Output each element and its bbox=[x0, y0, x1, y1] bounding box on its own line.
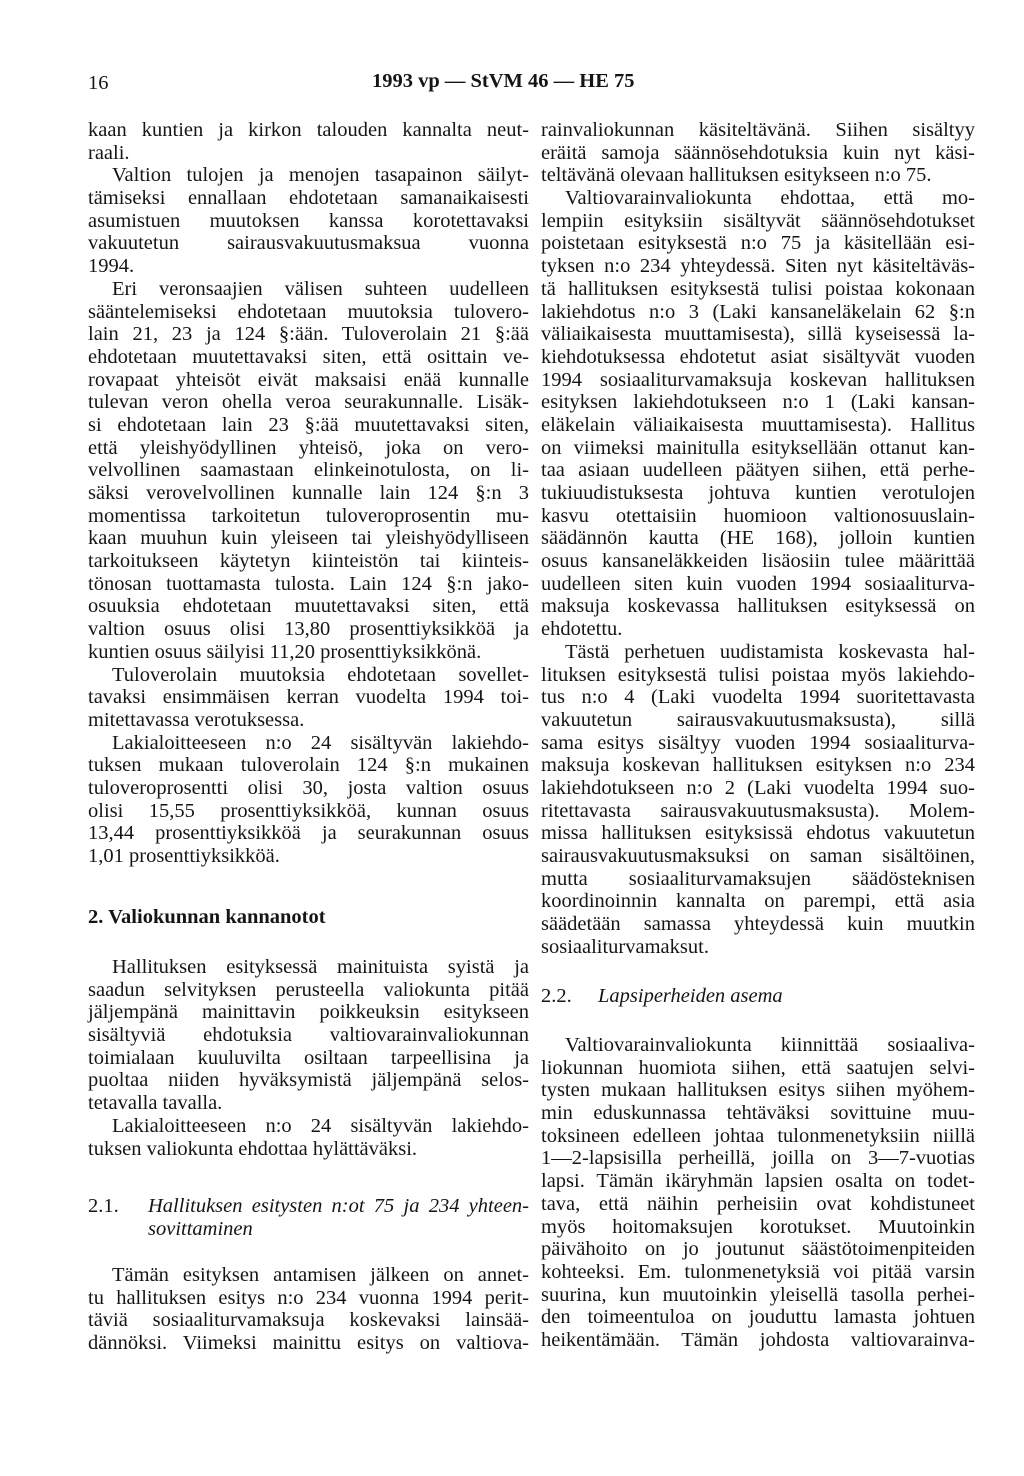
section-number: 2.1. bbox=[88, 1195, 119, 1217]
text-line: Hallituksen esitysten n:ot 75 ja 234 yhteen- bbox=[148, 1195, 529, 1217]
text-line: uudelleen siten kuin vuoden 1994 sosiaaliturva- bbox=[541, 572, 975, 595]
text-line: taa asiaan uudelleen päätyen siihen, että perhe- bbox=[541, 459, 975, 482]
text-line: kiehdotuksessa ehdotetut asiat sisältyvät vuoden bbox=[541, 345, 975, 368]
paragraph bbox=[88, 956, 529, 1115]
text-line: rovapaat yhteisöt eivät maksaisi enää kunnalle bbox=[88, 368, 529, 391]
section-heading: 2. Valiokunnan kannanotot bbox=[88, 906, 326, 928]
text-line: lapsi. Tämän ikäryhmän lapsien osalta on todet- bbox=[541, 1170, 975, 1193]
text-line: Valtiovarainvaliokunta ehdottaa, että mo- bbox=[565, 187, 975, 210]
text-line: täviä sosiaaliturvamaksuja koskevaksi lainsää- bbox=[88, 1309, 529, 1332]
text-line: tuksen valiokunta ehdottaa hylättäväksi. bbox=[88, 1137, 418, 1160]
text-line: momentissa tarkoitetun tuloveroprosentin mu- bbox=[88, 504, 529, 527]
text-line: rainvaliokunnan käsiteltävänä. Siihen sisältyy bbox=[541, 119, 975, 141]
text-line: heikentämään. Tämän johdosta valtiovarainva- bbox=[541, 1328, 975, 1351]
text-line: tus n:o 4 (Laki vuodelta 1994 suoritettavasta bbox=[541, 686, 975, 709]
text-line: kaan muuhun kuin yleiseen tai yleishyödylliseen bbox=[88, 527, 529, 550]
left-column-text bbox=[88, 119, 529, 868]
paragraph bbox=[541, 119, 975, 187]
text-line: osuus kansaneläkkeiden lisäosiin tulee määrittää bbox=[541, 550, 975, 573]
text-line: tyksen n:o 234 yhteydessä. Siten nyt käsiteltäväs- bbox=[541, 255, 975, 278]
text-line: lakiehdotukseen n:o 2 (Laki vuodelta 1994 suo- bbox=[541, 776, 975, 799]
text-line: velvollinen saamastaan elinkeinotulosta, on li- bbox=[88, 459, 529, 482]
text-line: lituksen esityksestä tulisi poistaa myös lakiehdo- bbox=[541, 663, 975, 686]
text-line: kohteeksi. Em. tulonmenetyksiä voi pitää varsin bbox=[541, 1260, 975, 1283]
text-line: sovittaminen bbox=[148, 1217, 253, 1240]
paragraph bbox=[541, 187, 975, 641]
paragraph bbox=[88, 119, 529, 164]
paragraph bbox=[88, 164, 529, 277]
text-line: puoltaa niiden hyväksymistä jäljempänä selos- bbox=[88, 1069, 529, 1092]
section-title bbox=[148, 1195, 529, 1240]
text-line: liokunnan huomiota siihen, että saatujen selvi- bbox=[541, 1056, 975, 1079]
text-line: olisi 15,55 prosenttiyksikköä, kunnan osuus bbox=[88, 799, 529, 822]
subsection-heading bbox=[88, 1195, 529, 1240]
text-line: saadun selvityksen perusteella valiokunta pitää bbox=[88, 978, 529, 1001]
text-line: esityksen lakiehdotukseen n:o 1 (Laki kansan- bbox=[541, 391, 975, 414]
text-line: suurina, kun muutoinkin yleisellä tasolla perhei- bbox=[541, 1283, 975, 1306]
text-line: jäljempänä mainittavin poikkeuksin esitykseen bbox=[88, 1001, 529, 1024]
text-line: lempiin esityksiin sisältyvät säännösehdotukset bbox=[541, 209, 975, 232]
text-line: mitettavassa verotuksessa. bbox=[88, 708, 305, 731]
text-line: sama esitys sisältyy vuoden 1994 sosiaaliturva- bbox=[541, 731, 975, 754]
text-line: maksuja koskevassa hallituksen esityksessä on bbox=[541, 595, 975, 618]
text-line: toksineen edelleen johtaa tulonmenetyksiin niillä bbox=[541, 1124, 975, 1147]
right-column-text bbox=[541, 119, 975, 958]
text-line: 1,01 prosenttiyksikköä. bbox=[88, 845, 280, 867]
text-line: sosiaaliturvamaksut. bbox=[541, 935, 709, 958]
text-line: päivähoito on jo joutunut säästötoimenpiteiden bbox=[541, 1238, 975, 1261]
text-line: säksi verovelvollinen kunnalle lain 124 §:n 3 bbox=[88, 482, 529, 504]
text-line: eläkelain väliaikaisesta muuttamisesta). Hallitus bbox=[541, 413, 975, 436]
text-line: tukiuudistuksesta johtuva kuntien verotulojen bbox=[541, 482, 975, 504]
subsection-heading bbox=[541, 985, 975, 1008]
text-line: säädetään samassa yhteydessä kuin muutkin bbox=[541, 913, 975, 936]
text-line: koordinoinnin kannalta on parempi, että asia bbox=[541, 890, 975, 913]
text-line: tä hallituksen esityksestä tulisi poistaa kokonaan bbox=[541, 277, 975, 300]
text-line: osuuksia ehdotetaan muutettavaksi siten, että bbox=[88, 595, 529, 618]
text-line: kuntien osuus säilyisi 11,20 prosenttiyksikkönä. bbox=[88, 640, 482, 663]
text-line: ehdotettu. bbox=[541, 618, 623, 641]
text-line: Valtiovarainvaliokunta kiinnittää sosiaaliva- bbox=[565, 1034, 975, 1056]
text-line: missa hallituksen esityksissä ehdotus vakuutetun bbox=[541, 822, 975, 845]
text-line: Lakialoitteeseen n:o 24 sisältyvän lakiehdo- bbox=[112, 1114, 529, 1137]
text-line: sisältyviä ehdotuksia valtiovarainvaliokunnan bbox=[88, 1024, 529, 1047]
paragraph bbox=[88, 1264, 529, 1355]
paragraph bbox=[88, 1115, 529, 1160]
text-line: myös hoitomaksujen korotukset. Muutoinkin bbox=[541, 1215, 975, 1238]
text-line: lakiehdotus n:o 3 (Laki kansaneläkelain 62 §:n bbox=[541, 300, 975, 323]
text-line: säädännön kautta (HE 168), jolloin kuntien bbox=[541, 527, 975, 550]
text-line: tu hallituksen esitys n:o 234 vuonna 1994 perit- bbox=[88, 1286, 529, 1309]
text-line: Eri veronsaajien välisen suhteen uudelleen bbox=[112, 277, 529, 300]
text-line: Hallituksen esityksessä mainituista syistä ja bbox=[112, 956, 529, 978]
text-line: den toimeentuloa on jouduttu lamasta johtuen bbox=[541, 1306, 975, 1329]
text-line: Lakialoitteeseen n:o 24 sisältyvän lakiehdo- bbox=[112, 731, 529, 754]
text-line: eräitä samoja säännösehdotuksia kuin nyt käsi- bbox=[541, 141, 975, 164]
text-line: toimialaan kuuluvilta osiltaan tarpeellisina ja bbox=[88, 1046, 529, 1069]
text-line: kasvu otettaisiin huomioon valtionosuuslain- bbox=[541, 504, 975, 527]
text-line: tämiseksi ennallaan ehdotetaan samanaikaisesti bbox=[88, 187, 529, 210]
text-line: poistetaan esityksestä n:o 75 ja käsitellään esi- bbox=[541, 232, 975, 255]
text-line: maksuja koskevan hallituksen esityksen n:o 234 bbox=[541, 754, 975, 777]
text-line: kaan kuntien ja kirkon talouden kannalta neut- bbox=[88, 119, 529, 141]
text-line: 1994 sosiaaliturvamaksuja koskevan hallituksen bbox=[541, 368, 975, 391]
section-number: 2.2. bbox=[541, 985, 572, 1007]
section-2-2-text bbox=[541, 1034, 975, 1352]
text-line: raali. bbox=[88, 141, 130, 164]
paragraph bbox=[88, 664, 529, 732]
text-line: valtion osuus olisi 13,80 prosenttiyksikköä ja bbox=[88, 618, 529, 641]
text-line: tarkoitukseen käytetyn kiinteistön tai kiinteis- bbox=[88, 550, 529, 573]
text-line: vakuutetun sairausvakuutusmaksusta), sillä bbox=[541, 708, 975, 731]
section-2-text bbox=[88, 956, 529, 1160]
text-line: on viimeksi mainitulla esityksellään ottanut kan- bbox=[541, 436, 975, 459]
text-line: tulevan veron ohella veroa seurakunnalle. Lisäk- bbox=[88, 391, 529, 414]
text-line: tuksen mukaan tuloverolain 124 §:n mukainen bbox=[88, 754, 529, 777]
text-line: Tuloverolain muutoksia ehdotetaan sovellet- bbox=[112, 663, 529, 686]
text-line: dännöksi. Viimeksi mainittu esitys on valtiova- bbox=[88, 1332, 529, 1355]
text-line: vakuutetun sairausvakuutusmaksua vuonna bbox=[88, 232, 529, 255]
text-line: lain 21, 23 ja 124 §:ään. Tuloverolain 21 §:ää bbox=[88, 323, 529, 346]
text-line: 1994. bbox=[88, 255, 135, 278]
text-line: tetavalla tavalla. bbox=[88, 1092, 223, 1115]
text-line: si ehdotetaan lain 23 §:ää muutettavaksi siten, bbox=[88, 413, 529, 436]
paragraph bbox=[88, 732, 529, 868]
text-line: tuloveroprosentti olisi 30, josta valtion osuus bbox=[88, 776, 529, 799]
paragraph bbox=[541, 1034, 975, 1352]
section-title: Lapsiperheiden asema bbox=[598, 985, 783, 1007]
text-line: tavaksi ensimmäisen kerran vuodelta 1994 toi- bbox=[88, 686, 529, 709]
text-line: Valtion tulojen ja menojen tasapainon säilyt- bbox=[112, 164, 529, 187]
text-line: 1—2-lapsisilla perheillä, joilla on 3—7-vuotias bbox=[541, 1147, 975, 1170]
text-line: sääntelemiseksi ehdotetaan muutoksia tulovero- bbox=[88, 300, 529, 323]
text-line: 13,44 prosenttiyksikköä ja seurakunnan osuus bbox=[88, 822, 529, 845]
page-number: 16 bbox=[88, 72, 109, 94]
text-line: tysten mukaan hallituksen esitys siihen myöhem- bbox=[541, 1079, 975, 1102]
text-line: ehdotetaan muutettavaksi siten, että osittain ve- bbox=[88, 345, 529, 368]
section-2-1-text bbox=[88, 1264, 529, 1355]
text-line: että yleishyödyllinen yhteisö, joka on vero- bbox=[88, 436, 529, 459]
text-line: teltävänä olevaan hallituksen esitykseen n:o 75. bbox=[541, 164, 932, 187]
text-line: ritettavasta sairausvakuutusmaksusta). Molem- bbox=[541, 799, 975, 822]
text-line: min eduskunnassa tehtäväksi sovittuine muu- bbox=[541, 1102, 975, 1125]
running-title: 1993 vp — StVM 46 — HE 75 bbox=[372, 70, 635, 92]
text-line: asumistuen muutoksen kanssa korotettavaksi bbox=[88, 209, 529, 232]
paragraph bbox=[541, 641, 975, 959]
text-line: Tästä perhetuen uudistamista koskevasta hal- bbox=[565, 640, 975, 663]
text-line: Tämän esityksen antamisen jälkeen on annet- bbox=[112, 1264, 529, 1286]
text-line: tava, että näihin perheisiin ovat kohdistuneet bbox=[541, 1192, 975, 1215]
text-line: tönosan tuottamasta tulosta. Lain 124 §:n jako- bbox=[88, 572, 529, 595]
text-line: mutta sosiaaliturvamaksujen säädösteknisen bbox=[541, 867, 975, 890]
text-line: sairausvakuutusmaksuksi on saman sisältöinen, bbox=[541, 845, 975, 867]
paragraph bbox=[88, 278, 529, 664]
text-line: väliaikaisesta muuttamisesta), sillä kyseisessä la- bbox=[541, 323, 975, 346]
